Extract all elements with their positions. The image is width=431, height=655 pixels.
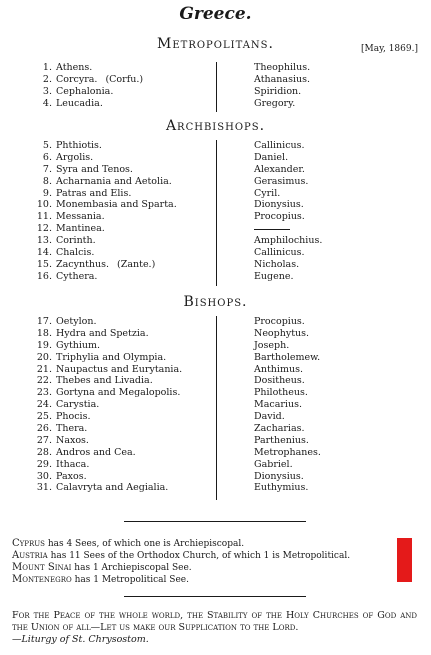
see-row [0,176,431,188]
see-name-text: Acharnania and Aetolia. [56,175,172,187]
see-alt-name: (Zante.) [117,258,156,270]
bishop-name: Procopius. [254,211,305,223]
see-name [56,411,90,423]
see-name-text: Oetylon. [56,316,97,327]
bishop-name: Dionysius. [254,199,304,211]
bishop-name: Zacharias. [254,423,305,435]
see-number: 24. [36,399,52,411]
see-row [0,482,431,494]
section-heading-metropolitans: Metropolitans. [157,36,274,52]
see-row [0,328,431,340]
note-mount-sinai [12,562,192,573]
note-lead: Mount Sinai [12,562,72,573]
bishop-name: Cyril. [254,187,281,199]
see-row [0,352,431,364]
see-name [56,399,99,411]
see-name [56,199,177,211]
note-text: has 1 Archiepiscopal See. [74,563,192,573]
see-name-text: Chalcis. [56,247,95,259]
see-name [56,352,166,364]
see-row [0,387,431,399]
see-alt-name: (Corfu.) [105,73,144,85]
see-name-text: Leucadia. [56,97,103,109]
see-row [0,447,431,459]
see-row [0,364,431,376]
see-name-text: Patras and Elis. [56,187,132,199]
see-name [56,211,105,223]
see-row [0,259,431,271]
see-row [0,86,431,98]
see-number: 20. [36,351,52,363]
bishop-name: Metrophanes. [254,446,321,458]
note-lead: Cyprus [12,538,45,549]
see-name-text: Zacynthus. [56,258,110,270]
see-name [56,140,102,152]
see-row [0,471,431,483]
see-name-text: Calavryta and Aegialia. [56,482,169,494]
see-number: 21. [36,363,52,375]
see-name [56,328,149,340]
see-row [0,74,431,86]
bishop-name: Gregory. [254,97,296,109]
see-number: 6. [42,151,52,163]
see-name-text: Phocis. [56,411,91,423]
see-number: 26. [36,423,52,435]
section-heading-archbishops: Archbishops. [165,118,266,134]
see-number: 13. [36,235,52,247]
see-name-text: Andros and Cea. [56,446,136,458]
bishop-name: Callinicus. [254,140,305,151]
see-row [0,98,431,110]
see-row [0,199,431,211]
see-number: 28. [36,446,52,458]
see-name-text: Paxos. [56,470,87,482]
divider-rule [124,596,306,597]
see-name [56,152,93,164]
see-row [0,164,431,176]
bishop-name: Daniel. [254,151,289,163]
see-name-text: Cephalonia. [56,85,114,97]
note-lead: Austria [12,550,48,561]
see-row [0,375,431,387]
date-stamp: [May, 1869.] [361,44,418,54]
see-name-text: Ithaca. [56,458,90,470]
see-name-text: Naxos. [56,434,89,446]
see-name [56,364,182,376]
bishop-name: Athanasius. [254,73,311,85]
bishop-name: Gabriel. [254,458,293,470]
prayer-body: For the Peace of the whole world, the Stability of the Holy Churches of God and the Union of all—Let us make our Supplication to the Lord. [12,610,417,633]
see-name-text: Athens. [56,62,93,73]
note-montenegro [12,574,189,585]
see-name [56,340,100,352]
see-number: 16. [36,270,52,282]
note-cyprus [12,538,244,549]
see-name-text: Mantinea. [56,223,105,235]
see-row [0,423,431,435]
note-lead: Montenegro [12,574,72,585]
bishop-name: Procopius. [254,316,305,327]
bishop-name: Gerasimus. [254,175,309,187]
see-name-text: Corcyra. [56,73,98,85]
see-number: 25. [36,411,52,423]
see-row [0,140,431,152]
bishop-name: Alexander. [254,163,305,175]
see-number: 18. [36,327,52,339]
see-number: 8. [42,175,52,187]
see-name [56,62,92,74]
see-name-text: Monembasia and Sparta. [56,199,177,211]
see-number: 14. [36,247,52,259]
bishop-name: Amphilochius. [254,235,323,247]
archbishops-list [0,140,431,283]
see-number: 22. [36,375,52,387]
see-number: 15. [36,258,52,270]
see-number: 29. [36,458,52,470]
see-number: 1. [42,62,52,73]
bishop-name: Bartholemew. [254,351,321,363]
see-row [0,340,431,352]
see-name-text: Hydra and Spetzia. [56,327,149,339]
bishop-name: Macarius. [254,399,302,411]
see-row [0,188,431,200]
see-name [56,387,180,399]
see-name [56,98,103,110]
see-row [0,459,431,471]
see-row [0,223,431,235]
bishop-name: Anthimus. [254,363,303,375]
see-number: 23. [36,387,52,399]
see-name-text: Syra and Tenos. [56,163,133,175]
see-name-text: Gortyna and Megalopolis. [56,387,181,399]
bishop-name: Parthenius. [254,434,309,446]
see-name [56,271,97,283]
bishop-name: David. [254,411,285,423]
see-number: 4. [42,97,52,109]
note-text: has 11 Sees of the Orthodox Church, of which 1 is Metropolitical. [50,551,351,561]
note-text: has 1 Metropolitical See. [74,575,189,585]
see-number: 5. [42,140,52,151]
bishop-name: Philotheus. [254,387,308,399]
see-number: 30. [36,470,52,482]
see-name-text: Cythera. [56,270,98,282]
see-row [0,152,431,164]
metropolitans-list [0,62,431,110]
see-row [0,211,431,223]
see-number: 19. [36,339,52,351]
see-number: 27. [36,434,52,446]
see-name-text: Gythium. [56,339,101,351]
bishop-name: Joseph. [254,339,290,351]
see-row [0,411,431,423]
see-name-text: Messania. [56,211,105,223]
see-name [56,471,87,483]
bishop-name: Eugene. [254,270,294,282]
see-name-text: Argolis. [56,151,94,163]
see-name-text: Thebes and Livadia. [56,375,153,387]
see-name [56,164,133,176]
red-marker-tab [397,538,412,582]
vacant-see-line [254,229,290,230]
see-number: 17. [36,316,52,327]
see-row [0,399,431,411]
bishop-name: Dionysius. [254,470,304,482]
see-name [56,247,94,259]
see-number: 31. [36,482,52,494]
see-name [56,235,96,247]
see-name-text: Triphylia and Olympia. [56,351,167,363]
note-austria [12,550,350,561]
see-name [56,188,131,200]
see-row [0,271,431,283]
bishop-name: Callinicus. [254,247,305,259]
see-row [0,235,431,247]
see-row [0,316,431,328]
prayer-citation: —Liturgy of St. Chrysostom. [12,634,149,645]
see-number: 10. [36,199,52,211]
see-number: 2. [42,73,52,85]
see-number: 3. [42,85,52,97]
see-row [0,247,431,259]
see-number: 7. [42,163,52,175]
bishop-name: Dositheus. [254,375,305,387]
see-number: 11. [36,211,52,223]
see-name [56,447,136,459]
see-name-text: Thera. [56,423,88,435]
page-title: Greece. [179,4,252,24]
see-name [56,375,153,387]
see-name [56,259,155,271]
see-name [56,482,168,494]
see-name-text: Carystia. [56,399,100,411]
see-name [56,316,97,328]
bishops-list [0,316,431,494]
bishop-name: Spiridion. [254,85,302,97]
bishop-name: Neophytus. [254,327,310,339]
section-heading-bishops: Bishops. [183,294,248,310]
see-number: 12. [36,223,52,235]
see-row [0,435,431,447]
see-name-text: Phthiotis. [56,140,102,151]
see-name [56,176,172,188]
divider-rule [124,521,306,522]
see-name [56,223,105,235]
see-name [56,74,143,86]
bishop-name: Theophilus. [254,62,311,73]
note-text: has 4 Sees, of which one is Archiepiscopal. [47,539,245,549]
see-row [0,62,431,74]
see-name-text: Corinth. [56,235,96,247]
see-name [56,459,89,471]
see-name-text: Naupactus and Eurytania. [56,363,183,375]
see-number: 9. [42,187,52,199]
prayer-text [12,610,417,646]
bishop-name: Nicholas. [254,258,300,270]
see-name [56,86,113,98]
see-name [56,423,87,435]
see-name [56,435,89,447]
bishop-name: Euthymius. [254,482,309,494]
